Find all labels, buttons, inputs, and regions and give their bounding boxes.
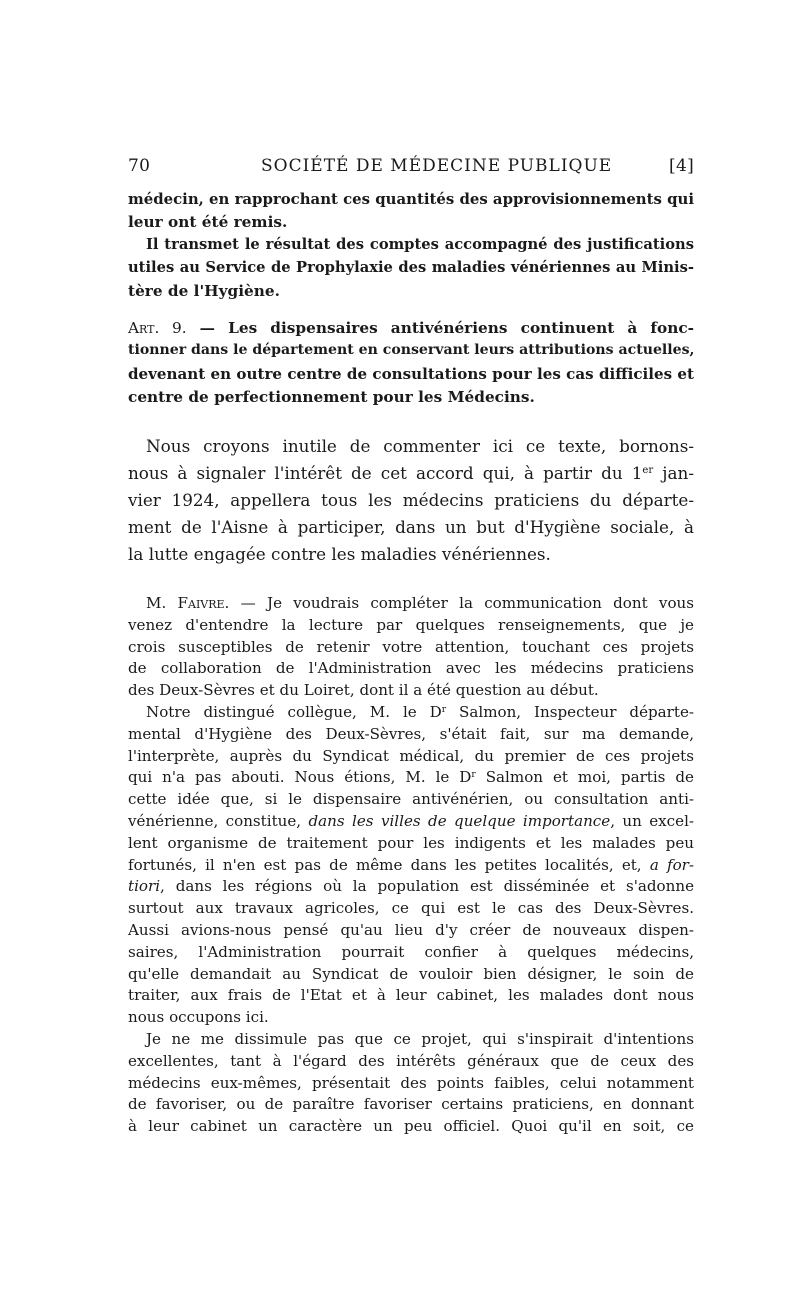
text-line: tionner dans le département en conservant leurs attributions actuelles, — [128, 342, 695, 358]
text-line: crois susceptibles de retenir votre attention, touchant ces projets — [128, 637, 694, 656]
text-line: ment de l'Aisne à participer, dans un but d'Hygiène sociale, à — [128, 517, 694, 537]
text-line: vier 1924, appellera tous les médecins praticiens du départe- — [128, 490, 694, 510]
text-line: tiori, dans les régions où la population est disséminée et s'adonne — [128, 877, 694, 896]
text-line: Je ne me dissimule pas que ce projet, qui s'inspirait d'intentions — [146, 1030, 694, 1048]
text-line: utiles au Service de Prophylaxie des maladies vénériennes au Minis- — [128, 259, 694, 276]
text-line: Notre distingué collègue, M. le $D^r$ Salmon, Inspecteur départe- — [146, 703, 694, 721]
text-line: venez d'entendre la lecture par quelques renseignements, que je — [128, 615, 694, 634]
text-line: fortunés, il n'en est pas de même dans les petites localités, et, a for- — [128, 855, 694, 874]
text-line: Aussi avions-nous pensé qu'au lieu d'y créer de nouveaux dispen- — [128, 921, 694, 939]
text-line: lent organisme de traitement pour les indigents et les malades peu — [128, 833, 694, 852]
text-line: médecins eux-mêmes, présentait des points faibles, celui notamment — [128, 1073, 694, 1092]
text-line: Art. 9. — Les dispensaires antivénériens continuent à fonc- — [128, 319, 694, 337]
text-line: médecin, en rapprochant ces quantités des approvisionnements qui — [128, 190, 694, 208]
text-line: M. Faivre. — Je voudrais compléter la communication dont vous — [146, 594, 694, 612]
text-line: mental d'Hygiène des Deux-Sèvres, s'était fait, sur ma demande, — [128, 724, 694, 743]
text-line: qui n'a pas abouti. Nous étions, M. le $D^r$ Salmon et moi, partis de — [128, 768, 694, 787]
text-line: de collaboration de l'Administration avec les médecins praticiens — [128, 659, 694, 678]
text-line: la lutte engagée contre les maladies vénériennes. — [128, 544, 551, 564]
text-line: surtout aux travaux agricoles, ce qui est le cas des Deux-Sèvres. — [128, 899, 694, 918]
text-line: à leur cabinet un caractère un peu officiel. Quoi qu'il en soit, ce — [128, 1117, 694, 1136]
text-line: devenant en outre centre de consultations pour les cas difficiles et — [128, 365, 694, 383]
running-header — [128, 156, 694, 182]
text-line: nous à signaler l'intérêt de cet accord qui, à partir du 1er jan- — [128, 463, 694, 483]
text-line: tère de l'Hygiène. — [128, 282, 280, 300]
text-line: excellentes, tant à l'égard des intérêts généraux que de ceux des — [128, 1051, 694, 1070]
text-line: Il transmet le résultat des comptes accompagné des justifications — [146, 236, 694, 253]
page-number: 70 — [128, 156, 151, 176]
article-label: Art. 9. — [128, 319, 187, 337]
text-line: centre de perfectionnement pour les Médecins. — [128, 388, 535, 406]
text-line: qu'elle demandait au Syndicat de vouloir bien désigner, le soin de — [128, 964, 694, 983]
text-line: l'interprète, auprès du Syndicat médical, du premier de ces projets — [128, 746, 694, 765]
running-title: SOCIÉTÉ DE MÉDECINE PUBLIQUE — [261, 156, 613, 176]
speaker-name: M. Faivre. — [146, 594, 230, 612]
section-mark: [4] — [669, 156, 694, 176]
text-line: Nous croyons inutile de commenter ici ce texte, bornons- — [146, 436, 694, 456]
text-line: saires, l'Administration pourrait confier à quelques médecins, — [128, 942, 694, 961]
text-line: de favoriser, ou de paraître favoriser certains praticiens, en donnant — [128, 1095, 694, 1114]
text-line: vénérienne, constitue, dans les villes de quelque importance, un excel- — [128, 812, 694, 830]
text-line: leur ont été remis. — [128, 213, 288, 231]
text-line: des Deux-Sèvres et du Loiret, dont il a été question au début. — [128, 681, 599, 700]
text-line: cette idée que, si le dispensaire antivénérien, ou consultation anti- — [128, 790, 694, 809]
text-line: nous occupons ici. — [128, 1008, 269, 1027]
text-line: traiter, aux frais de l'Etat et à leur cabinet, les malades dont nous — [128, 986, 694, 1005]
